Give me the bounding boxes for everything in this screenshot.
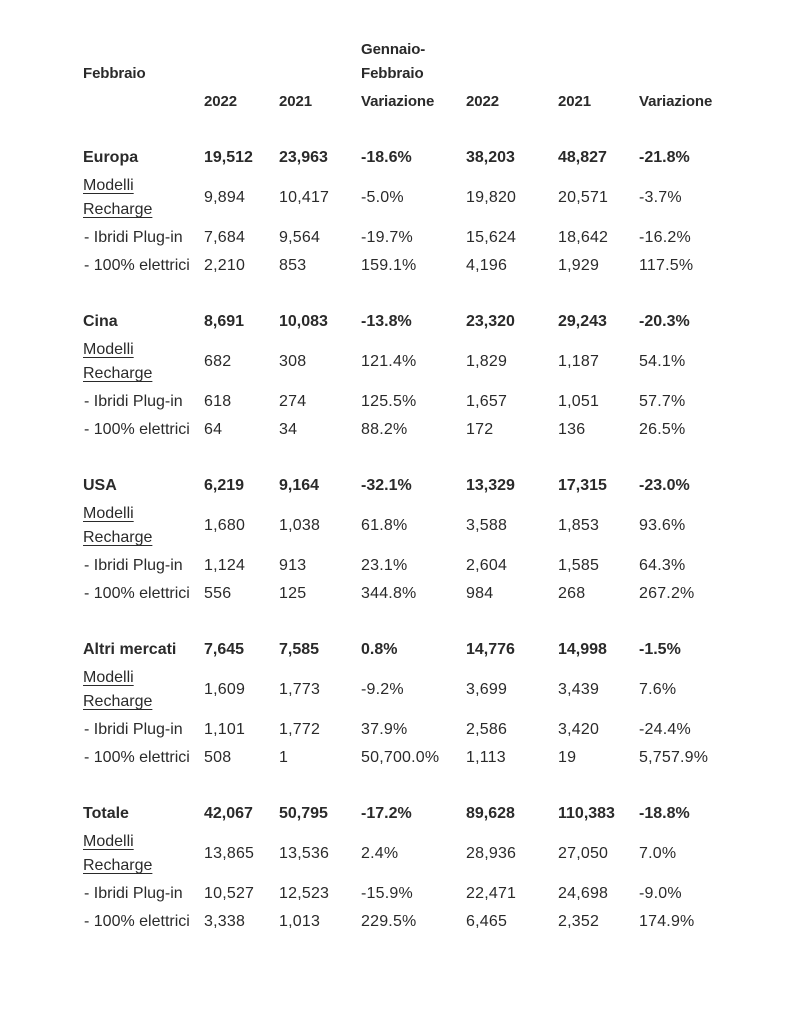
recharge-value: 20,571 [558,189,609,206]
recharge-value: 93.6% [639,517,686,534]
bev-value: 174.9% [639,913,695,930]
bev-value: 136 [558,421,586,438]
column-header: 2022 [204,93,237,110]
recharge-value: 3,439 [558,681,600,698]
recharge-value: 27,050 [558,845,609,862]
recharge-value: 1,829 [466,353,508,370]
bev-value: 267.2% [639,585,695,602]
bev-value: 344.8% [361,585,417,602]
bev-value: 19 [558,749,577,766]
recharge-value: 1,853 [558,517,600,534]
recharge-value: -5.0% [361,189,404,206]
recharge-value: 9,894 [204,189,246,206]
recharge-value: 1,187 [558,353,600,370]
phev-value: 1,772 [279,721,321,738]
column-header: Variazione [639,93,713,110]
bev-value: 6,465 [466,913,508,930]
phev-value: 2,586 [466,721,508,738]
recharge-value: 10,417 [279,189,330,206]
bev-label: - 100% elettrici [84,913,190,930]
recharge-value: 1,773 [279,681,321,698]
phev-value: 1,101 [204,721,246,738]
phev-value: -15.9% [361,885,413,902]
bev-value: 159.1% [361,257,417,274]
region-total-value: -18.6% [361,149,412,166]
phev-value: 15,624 [466,229,517,246]
phev-value: 125.5% [361,393,417,410]
phev-value: 23.1% [361,557,408,574]
recharge-link[interactable]: Modelli [83,505,134,522]
recharge-value: 2.4% [361,845,399,862]
phev-value: 18,642 [558,229,609,246]
phev-value: 1,657 [466,393,508,410]
bev-value: 229.5% [361,913,417,930]
region-total-value: 19,512 [204,149,253,166]
phev-value: -24.4% [639,721,691,738]
recharge-value: -3.7% [639,189,682,206]
recharge-value: 7.0% [639,845,677,862]
region-total-value: 6,219 [204,477,245,494]
region-total-value: -20.3% [639,313,690,330]
recharge-value: 3,699 [466,681,508,698]
region-total-value: 7,585 [279,641,320,658]
phev-value: 618 [204,393,232,410]
phev-label: - Ibridi Plug-in [84,721,183,738]
phev-value: -9.0% [639,885,682,902]
column-header: 2021 [279,93,312,110]
region-total-value: 0.8% [361,641,398,658]
bev-value: 2,352 [558,913,600,930]
region-total-value: 89,628 [466,805,515,822]
bev-label: - 100% elettrici [84,421,190,438]
bev-value: 1,013 [279,913,321,930]
phev-value: 1,051 [558,393,600,410]
region-total-value: 10,083 [279,313,328,330]
recharge-value: 13,536 [279,845,330,862]
recharge-value: 1,680 [204,517,246,534]
phev-value: 1,124 [204,557,246,574]
bev-value: 984 [466,585,494,602]
phev-value: 7,684 [204,229,246,246]
recharge-value: 308 [279,353,307,370]
bev-value: 64 [204,421,223,438]
region-total-value: 13,329 [466,477,515,494]
recharge-link[interactable]: Modelli [83,833,134,850]
region-total-value: -21.8% [639,149,690,166]
bev-value: 508 [204,749,232,766]
region-total-value: 23,963 [279,149,328,166]
recharge-link[interactable]: Modelli [83,669,134,686]
recharge-value: 7.6% [639,681,677,698]
phev-value: 12,523 [279,885,330,902]
bev-value: 1,113 [466,749,506,766]
recharge-value: 121.4% [361,353,417,370]
region-total-value: 38,203 [466,149,515,166]
region-total-value: 48,827 [558,149,607,166]
header-period-left: Febbraio [83,65,146,82]
region-total-value: 50,795 [279,805,328,822]
region-total-value: 8,691 [204,313,245,330]
bev-value: 34 [279,421,298,438]
region-total-value: 29,243 [558,313,607,330]
phev-value: 1,585 [558,557,600,574]
region-label: Europa [83,149,139,166]
region-total-value: -32.1% [361,477,412,494]
bev-value: 88.2% [361,421,408,438]
phev-value: -16.2% [639,229,691,246]
region-total-value: 14,998 [558,641,607,658]
phev-value: 64.3% [639,557,686,574]
region-label: Totale [83,805,129,822]
bev-label: - 100% elettrici [84,749,190,766]
recharge-value: 1,038 [279,517,321,534]
phev-value: 913 [279,557,307,574]
column-header: Variazione [361,93,435,110]
phev-label: - Ibridi Plug-in [84,393,183,410]
bev-value: 3,338 [204,913,246,930]
bev-value: 853 [279,257,307,274]
bev-value: 172 [466,421,494,438]
recharge-value: 1,609 [204,681,246,698]
recharge-value: -9.2% [361,681,404,698]
recharge-link[interactable]: Modelli [83,341,134,358]
region-total-value: 17,315 [558,477,607,494]
recharge-link[interactable]: Recharge [83,693,153,710]
bev-value: 4,196 [466,257,508,274]
phev-value: 24,698 [558,885,609,902]
region-total-value: -13.8% [361,313,412,330]
region-label: USA [83,477,117,494]
recharge-value: 19,820 [466,189,517,206]
bev-label: - 100% elettrici [84,585,190,602]
region-total-value: 9,164 [279,477,320,494]
column-header: 2021 [558,93,591,110]
bev-value: 26.5% [639,421,686,438]
region-total-value: 23,320 [466,313,515,330]
bev-value: 125 [279,585,307,602]
phev-value: 37.9% [361,721,408,738]
header-period-right-line1: Gennaio- [361,41,426,58]
column-header: 2022 [466,93,499,110]
recharge-link[interactable]: Recharge [83,857,153,874]
phev-value: 10,527 [204,885,255,902]
region-total-value: -17.2% [361,805,412,822]
recharge-value: 28,936 [466,845,517,862]
region-total-value: -1.5% [639,641,681,658]
region-total-value: 7,645 [204,641,245,658]
bev-value: 50,700.0% [361,749,440,766]
recharge-value: 3,588 [466,517,508,534]
phev-value: 57.7% [639,393,686,410]
region-total-value: -23.0% [639,477,690,494]
recharge-link[interactable]: Recharge [83,529,153,546]
recharge-value: 54.1% [639,353,686,370]
region-total-value: 14,776 [466,641,515,658]
region-total-value: 42,067 [204,805,253,822]
bev-value: 556 [204,585,232,602]
region-label: Altri mercati [83,641,177,658]
recharge-value: 61.8% [361,517,408,534]
phev-value: -19.7% [361,229,413,246]
region-total-value: 110,383 [558,805,615,822]
phev-value: 2,604 [466,557,508,574]
bev-label: - 100% elettrici [84,257,190,274]
region-total-value: -18.8% [639,805,690,822]
phev-label: - Ibridi Plug-in [84,557,183,574]
bev-value: 2,210 [204,257,246,274]
phev-value: 22,471 [466,885,517,902]
region-label: Cina [83,313,118,330]
recharge-link[interactable]: Recharge [83,365,153,382]
recharge-value: 13,865 [204,845,255,862]
bev-value: 268 [558,585,586,602]
phev-value: 274 [279,393,307,410]
phev-value: 9,564 [279,229,321,246]
phev-value: 3,420 [558,721,600,738]
recharge-link[interactable]: Modelli [83,177,134,194]
header-period-right-line2: Febbraio [361,65,424,82]
phev-label: - Ibridi Plug-in [84,885,183,902]
recharge-value: 682 [204,353,232,370]
bev-value: 5,757.9% [639,749,709,766]
bev-value: 117.5% [639,257,694,274]
bev-value: 1 [279,749,289,766]
bev-value: 1,929 [558,257,600,274]
recharge-link[interactable]: Recharge [83,201,153,218]
phev-label: - Ibridi Plug-in [84,229,183,246]
